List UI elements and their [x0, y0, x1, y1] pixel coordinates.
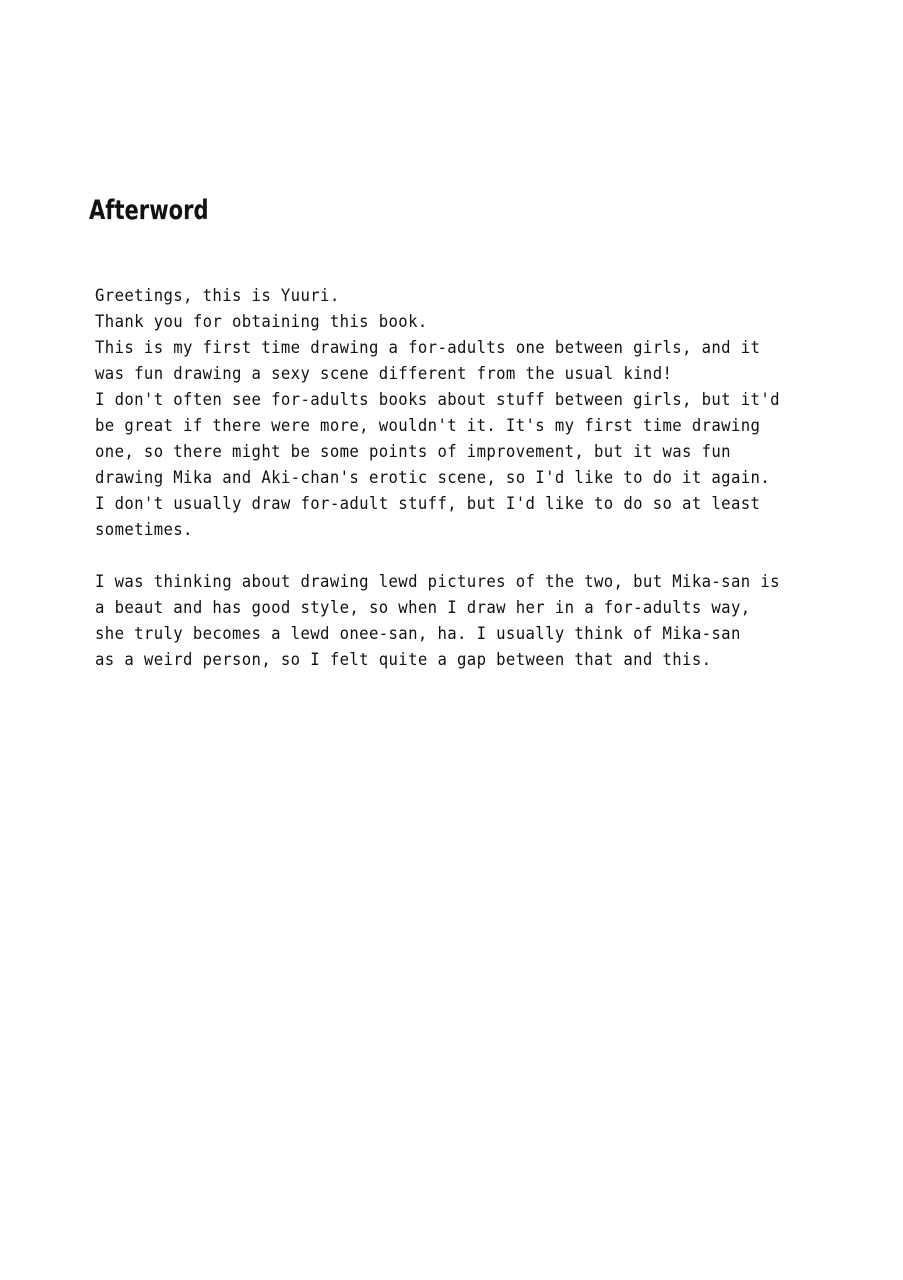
- text-line: sometimes.: [95, 520, 193, 540]
- paragraph-1: [95, 283, 839, 543]
- text-line: one, so there might be some points of improvement, but it was fun: [95, 442, 731, 462]
- text-line: drawing Mika and Aki-chan's erotic scene, so I'd like to do it again.: [95, 468, 771, 488]
- text-line: as a weird person, so I felt quite a gap between that and this.: [95, 650, 712, 670]
- paragraph-2: [95, 569, 839, 673]
- text-line: was fun drawing a sexy scene different from the usual kind!: [95, 364, 673, 384]
- text-line: Thank you for obtaining this book.: [95, 312, 428, 332]
- text-line: I was thinking about drawing lewd pictures of the two, but Mika-san is: [95, 572, 780, 592]
- page-title: Afterword: [89, 195, 209, 226]
- text-line: be great if there were more, wouldn't it. It's my first time drawing: [95, 416, 761, 436]
- text-line: I don't often see for-adults books about stuff between girls, but it'd: [95, 390, 780, 410]
- text-line: I don't usually draw for-adult stuff, but I'd like to do so at least: [95, 494, 761, 514]
- text-line: Greetings, this is Yuuri.: [95, 286, 340, 306]
- text-line: she truly becomes a lewd onee-san, ha. I usually think of Mika-san: [95, 624, 741, 644]
- text-line: a beaut and has good style, so when I draw her in a for-adults way,: [95, 598, 751, 618]
- text-line: This is my first time drawing a for-adults one between girls, and it: [95, 338, 761, 358]
